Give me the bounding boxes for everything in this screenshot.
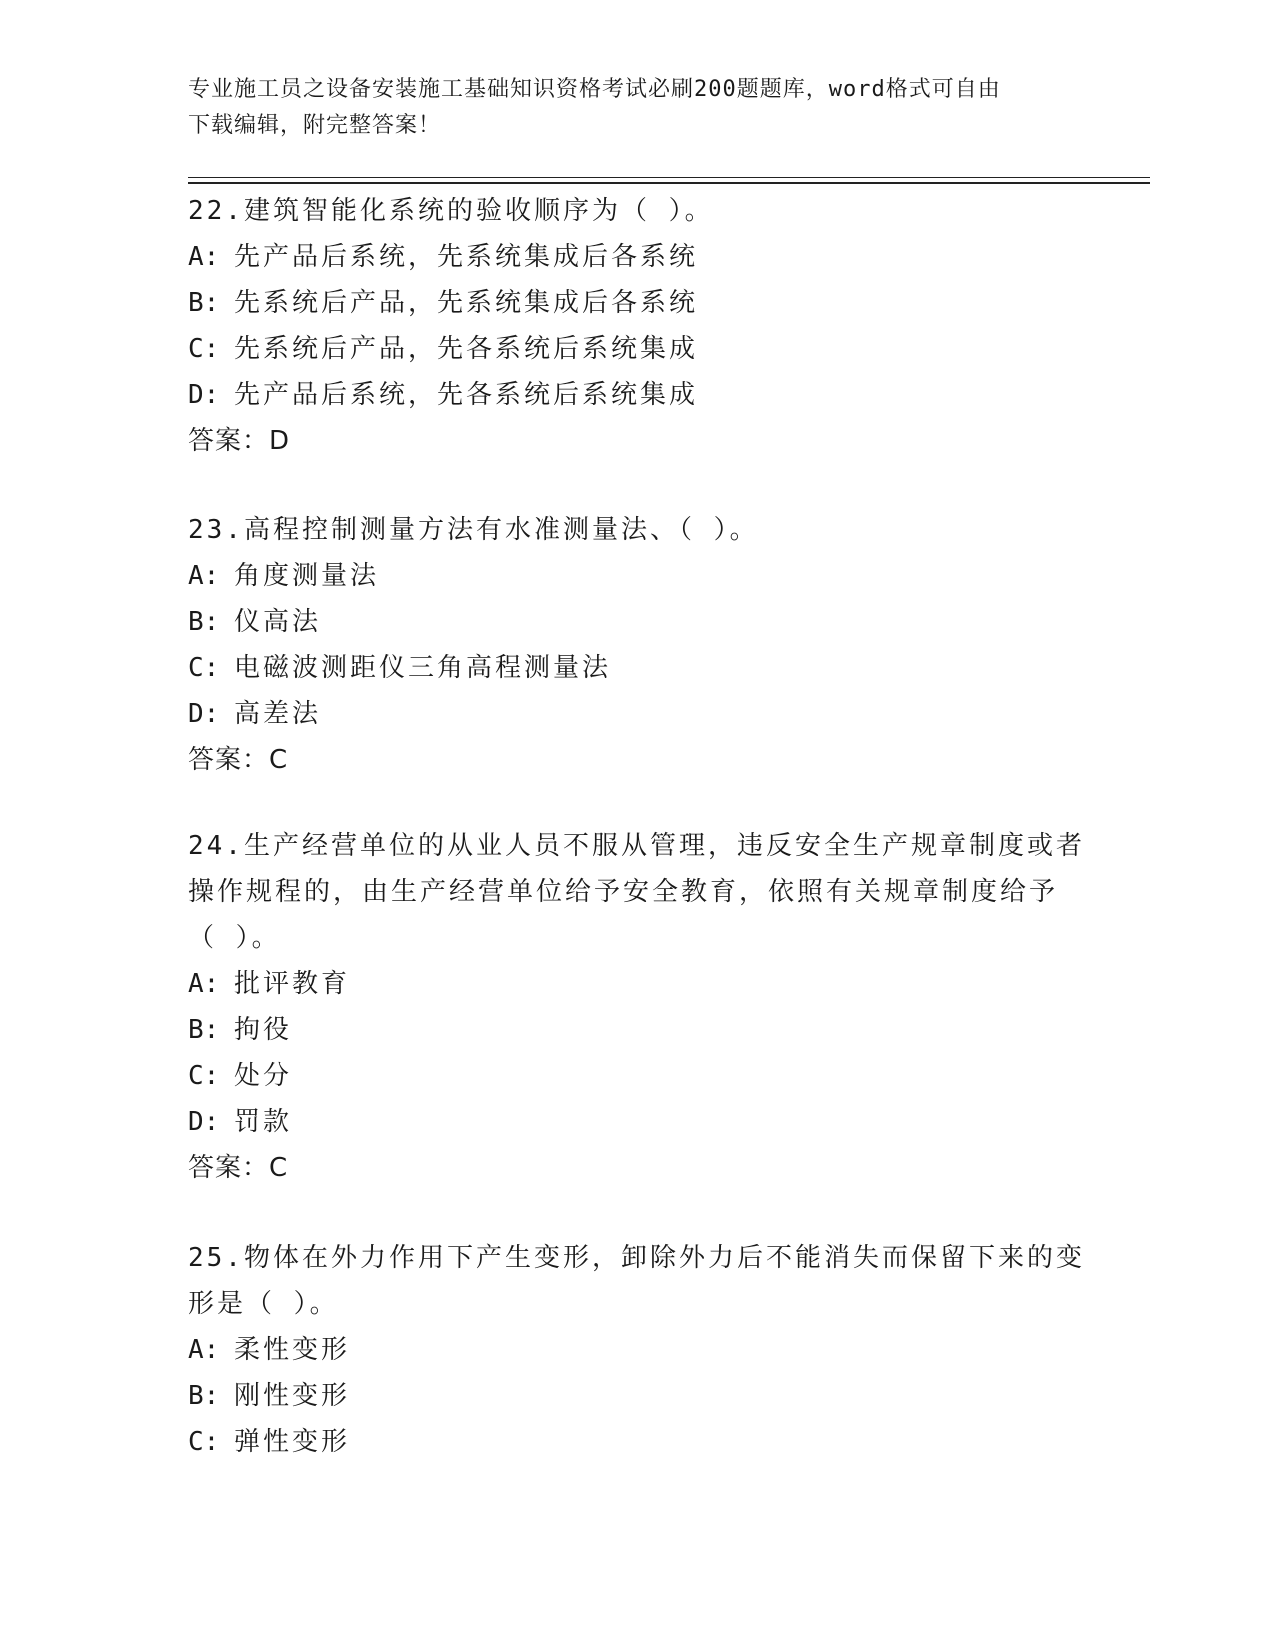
option-c [188,645,1088,691]
option-letter: D: [188,1107,220,1137]
option-letter: C: [188,1061,220,1091]
option-b [188,1373,1088,1419]
option-letter: B: [188,1381,220,1411]
question-stem: 形是（ ）。 [188,1289,339,1319]
answer-line: 答案：D [188,426,291,456]
question-stem: 24.生产经营单位的从业人员不服从管理，违反安全生产规章制度或者 [188,831,1085,861]
question-stem: 23.高程控制测量方法有水准测量法、（ ）。 [188,515,759,545]
question-stem: 操作规程的，由生产经营单位给予安全教育，依照有关规章制度给予 [188,877,1059,907]
option-letter: A: [188,969,220,999]
option-letter: A: [188,561,220,591]
question-25 [188,1235,1088,1465]
option-letter: A: [188,242,220,272]
option-text: 先产品后系统，先各系统后系统集成 [234,380,699,410]
question-23 [188,507,1088,783]
option-text: 柔性变形 [234,1335,351,1365]
option-letter: D: [188,380,220,410]
option-text: 先系统后产品，先系统集成后各系统 [234,288,699,318]
option-letter: C: [188,653,220,683]
question-stem: 22.建筑智能化系统的验收顺序为（ ）。 [188,196,714,226]
option-text: 处分 [234,1061,293,1091]
option-letter: A: [188,1335,220,1365]
header-divider-thin [188,177,1150,178]
option-letter: C: [188,334,220,364]
option-text: 弹性变形 [234,1427,351,1457]
header-divider-thick [188,182,1150,184]
option-letter: C: [188,1427,220,1457]
option-d [188,691,1088,737]
option-c [188,326,1088,372]
option-a [188,961,1088,1007]
option-c [188,1419,1088,1465]
question-stem: （ ）。 [188,923,281,953]
option-a [188,553,1088,599]
option-letter: B: [188,288,220,318]
header-line-1: 专业施工员之设备安装施工基础知识资格考试必刷200题题库，word格式可自由 [188,77,1001,102]
option-a [188,1327,1088,1373]
option-letter: D: [188,699,220,729]
option-c [188,1053,1088,1099]
option-b [188,599,1088,645]
question-22 [188,188,1088,464]
option-text: 刚性变形 [234,1381,351,1411]
option-text: 罚款 [234,1107,293,1137]
option-text: 电磁波测距仪三角高程测量法 [234,653,612,683]
option-letter: B: [188,1015,220,1045]
question-stem: 25.物体在外力作用下产生变形，卸除外力后不能消失而保留下来的变 [188,1243,1085,1273]
option-d [188,372,1088,418]
option-d [188,1099,1088,1145]
answer-line: 答案：C [188,745,289,775]
header-line-2: 下载编辑，附完整答案！ [188,113,442,138]
option-a [188,234,1088,280]
option-text: 仪高法 [234,607,322,637]
document-header [188,72,1068,144]
option-text: 高差法 [234,699,322,729]
question-24 [188,823,1088,1191]
option-b [188,280,1088,326]
option-text: 先产品后系统，先系统集成后各系统 [234,242,699,272]
option-b [188,1007,1088,1053]
option-text: 先系统后产品，先各系统后系统集成 [234,334,699,364]
option-text: 拘役 [234,1015,293,1045]
option-text: 批评教育 [234,969,351,999]
option-letter: B: [188,607,220,637]
answer-line: 答案：C [188,1153,289,1183]
option-text: 角度测量法 [234,561,380,591]
